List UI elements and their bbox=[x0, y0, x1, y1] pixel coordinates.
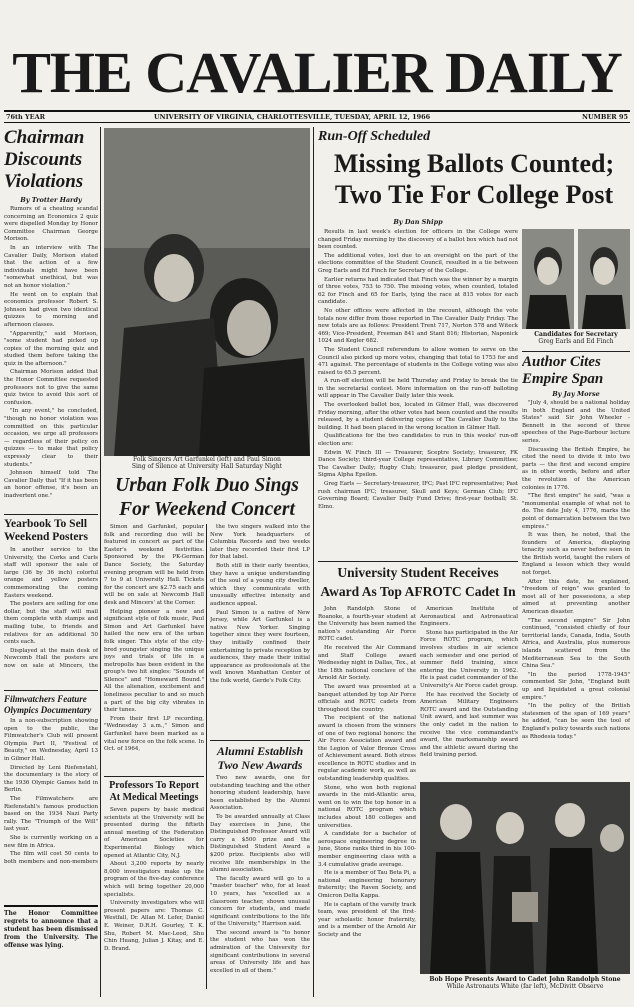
paragraph: John Randolph Stone of Roanoke, a fourth-year student at the University has been named the nation's outstanding Air Force ROTC cadet. bbox=[318, 606, 416, 643]
runoff-kicker: Run-Off Scheduled bbox=[318, 129, 431, 144]
paragraph: Displayed at the main desk of Newcomb Hall the posters are now on sale at Mincers, the bbox=[4, 647, 98, 669]
paragraph: Seven papers by basic medical scientists at the University will be presented during the fiftieth annual meeting of the Federation of American Societies for Experimental Biology which opened at Atlantic City, N.J. bbox=[104, 807, 204, 859]
column-rule bbox=[313, 127, 314, 997]
professors-body bbox=[104, 807, 204, 953]
yearbook-body bbox=[4, 547, 98, 669]
honor-text: The Honor Committee regrets to announce that a student has been dismissed from the University. The offense was lying. bbox=[4, 910, 98, 949]
divider bbox=[4, 690, 98, 691]
paragraph: "The first empire" he said, "was a "monumental example of what not to do. The date July 4, 1776, marks the point of demarcation between the two empires." bbox=[522, 493, 630, 530]
award-ceremony-image bbox=[420, 782, 630, 974]
paragraph: The Filmwatchers are Riefenstahl's famous production based on the 1934 Nazi Party rally. The "Triumph of the Will" last year. bbox=[4, 795, 98, 833]
author-byline: By Jay Morse bbox=[552, 390, 600, 398]
paragraph: To be awarded annually at Class Day exercises in June, the Distinguished Professor Award will carry a $500 prize and the Distinguished Student Award a $200 prize. Recipients also will receive life memberships in the alumni association. bbox=[210, 813, 310, 874]
film-body bbox=[4, 718, 98, 865]
award-caption-line2: While Astronauts White (far left), McDivitt Observe bbox=[446, 983, 604, 990]
candidates-caption bbox=[522, 331, 630, 348]
paragraph: A candidate for a bachelor of aerospace engineering degree in June, Stone ranks third in his 100-member engineering class with a 3.4 cumulative grade average. bbox=[318, 831, 416, 868]
paragraph: About 3,200 reports by nearly 8,000 investigators make up the program of the five-day conference which will bring together 20,000 specialists. bbox=[104, 861, 204, 898]
paragraph: The second award is "to honor the student who has won the admiration of the University for significant contributions in several areas of University life and has excelled in all of them." bbox=[210, 929, 310, 974]
chairman-body bbox=[4, 206, 98, 501]
honor-box bbox=[4, 905, 98, 995]
paragraph: The film will cost 50 cents to both members and non-members bbox=[4, 851, 98, 865]
chairman-headline: Chairman Discounts Violations bbox=[4, 127, 85, 192]
paragraph: Greg Earls — Secretary-treasurer, IFC; Past IFC representative; Past rush chairman IFC; treasurer, Skull and Keys; German Club; IFC Governing Board; Cavalier Daily Fund Drive; first-year football; St. Elmo. bbox=[318, 481, 518, 510]
paragraph: Paul Simon is a native of New Jersey, while Art Garfunkel is a native New Yorker. Singing together since they were fourteen, they initially confined their entertaining to private reception by audiences, they made their initial appearance as professionals at the well known Manhattan Center of the folk world, Gerde's Folk City. bbox=[210, 609, 310, 684]
paragraph: In an interview with The Cavalier Daily, Morison stated that the action of a few individuals might have been "somewhat unethical, but was not an honor violation." bbox=[4, 244, 98, 289]
paragraph: He has received the Society of American Military Engineers ROTC award and the Outstanding Unit award, and last summer was the only cadet in the nation to receive the vice commandant's award, the marksmanship award and the athletic award during the field training period. bbox=[420, 691, 518, 759]
paragraph: He is a member of Tau Beta Pi, a national engineering honorary fraternity; the Raven Society, and Omicron Delta Kappa. bbox=[318, 870, 416, 899]
paragraph: Edwin W. Finch III — Treasurer, Sceptre Society; treasurer, FK Dance Society; third-year College representative, Library Committee; The Cavalier Daily; Rugby Club; treasurer, past pledge president, Sigma Alpha Epsilon. bbox=[318, 449, 518, 479]
alumni-story bbox=[210, 740, 310, 996]
candidates-image bbox=[522, 229, 630, 329]
paragraph: She is currently working on a new film in Africa. bbox=[4, 834, 98, 849]
paragraph: It was then, he noted, that the founders of America, displaying tenacity such as never before seen in the British world, taught the rulers of England a lesson which they would not forget. bbox=[522, 532, 630, 577]
issue-number: NUMBER 95 bbox=[582, 113, 628, 121]
chairman-byline: By Trotter Hardy bbox=[20, 196, 82, 204]
author-body bbox=[522, 400, 630, 741]
dateline-text: UNIVERSITY OF VIRGINIA, CHARLOTTESVILLE, TUESDAY, APRIL 12, 1966 bbox=[154, 113, 431, 121]
award-caption-line1: Bob Hope Presents Award to Cadet John Randolph Stone bbox=[429, 976, 621, 983]
paragraph: Helping pioneer a new and significant style of folk music, Paul Simon and Art Garfunkel have hailed the new era of the urban folk singer. This style of the city-bred youngster singing the unique joys and trials of life in a metropolis has been evident in the group's two hit singles: "Sounds of Silence" and "Homeward Bound." All the alienation, excitement and loneliness peculiar to and so much a part of the big city vibrates in their tunes. bbox=[104, 608, 204, 714]
paragraph: Stone has participated in the Air Force ROTC program, which involves studies in air science each semester and one period of summer field training, since entering the University in 1962. He is past cadet commander of the University's Air Force cadet group. bbox=[420, 629, 518, 689]
paragraph: Results in last week's election for officers in the College were changed Friday morning by the discovery of a ballot box which had not been counted. bbox=[318, 229, 518, 251]
film-headline: Filmwatchers Feature Olympics Documentary bbox=[4, 694, 92, 715]
paragraph: The overlooked ballot box, located in Gilmer Hall, was discovered Friday morning, after the other votes had been counted and the results released, by a student delivering copies of The Cavalier Daily to the building. It had been placed in the wrong location in Gilmer Hall. bbox=[318, 402, 518, 431]
award-photo bbox=[420, 782, 630, 974]
divider bbox=[318, 561, 518, 562]
paragraph: A run-off election will be held Thursday and Friday to break the tie in the secretarial contest. More information on the run-off balloting will appear in The Cavalier Daily later this week. bbox=[318, 378, 518, 400]
film-story bbox=[4, 690, 98, 865]
paragraph: The recipient of the national award is chosen from the winners of one of two regional honors: the Air Force Association award and the Legion of Valor Bronze Cross of Achievement award. Both stress excellence in ROTC studies and in regular academic work, as well as outstanding leadership qualities. bbox=[318, 715, 416, 783]
yearbook-story bbox=[4, 514, 98, 669]
paragraph: Johnson himself told The Cavalier Daily that "If it has been an honor offense, it's been an inadvertent one." bbox=[4, 470, 98, 499]
paragraph: The faculty award will go to a "master teacher" who, for at least 10 years, has "excelled as a classroom teacher, shown unusual concern for students, and made significant contributions to the life of the University," Harrison said. bbox=[210, 875, 310, 928]
paragraph: The award was presented at a banquet attended by top Air Force officials and ROTC cadets from throughout the country. bbox=[318, 683, 416, 713]
paragraph: Discussing the British Empire, he cited the need to divide it into two parts — the first and second empire as in other words, before and after the revolution of the American colonies in 1776. bbox=[522, 446, 630, 491]
folk-caption-line2: Sing of Silence at University Hall Saturday Night bbox=[131, 463, 283, 470]
folk-col1 bbox=[104, 524, 204, 774]
masthead: THE CAVALIER DAILY bbox=[12, 40, 622, 105]
paragraph: Earlier returns had indicated that Finch was the winner by a margin of three votes, 753 to 750. The missing votes, when counted, totaled 62 for Finch and 65 for Earls, tying the race at 815 votes for each candidate. bbox=[318, 276, 518, 306]
paragraph: Directed by Leni Riefenstahl, the documentary is the story of the 1936 Olympic Games held in Berlin. bbox=[4, 764, 98, 794]
paragraph: In another service to the University, the Corks and Curls staff will sponsor the sale of large (36 by 36 inch) colorful orange and yellow posters commemorating the coming Easters weekend. bbox=[4, 547, 98, 599]
paragraph: In a non-subscription showing open to the public, the Filmwatcher's Club will present Olympia Part II, "Festival of Beauty," on Wednesday, April 13 in Gilmer Hall. bbox=[4, 718, 98, 762]
paragraph: Both still in their early twenties, they have a unique understanding of the soul of a young city dweller, which they communicate with unusually effective intensity and audience appeal. bbox=[210, 562, 310, 607]
divider bbox=[210, 740, 310, 741]
author-story bbox=[522, 351, 630, 771]
paragraph: From their first LP recording, "Wednesday 3 a.m.," Simon and Garfunkel have been marked as a vital new force on the folk scene. In Oct. of 1964, bbox=[104, 715, 204, 753]
paragraph: "In any event," he concluded, "though no honor violation was committed on this particular occasion, we urge all professors — regardless of their policy on quizzes — to make that policy expressly clear to their students." bbox=[4, 408, 98, 468]
paragraph: He received the Air Command and Staff College award Wednesday night in Dallas, Tex., at the 18th national conclave of the Arnold Air Society. bbox=[318, 644, 416, 682]
folk-caption bbox=[104, 456, 310, 474]
dateline-bar bbox=[4, 110, 630, 123]
paragraph: "July 4, should be a national holiday in both England and the United States" said Sir John Wheeler - Bennett in the second of three speeches of the Page-Barbour lecture series. bbox=[522, 400, 630, 444]
runoff-headline: Missing Ballots Counted; Two Tie For College Post bbox=[333, 149, 615, 209]
professors-story bbox=[104, 776, 204, 996]
paragraph: "Apparently," said Morison, "some student had picked up copies of the morning quiz and studied them before taking the quiz in the afternoon." bbox=[4, 330, 98, 367]
folk-col2 bbox=[210, 524, 310, 736]
folk-headline: Urban Folk Duo Sings For Weekend Concert bbox=[115, 475, 299, 520]
paragraph: University investigators who will present papers are: Thomas C. Westfall, Dr. Allan M. Lefer, Daniel E. Weiner, D.R.H. Gourley, T. K. Shu, Robert M. Mac-Leod, Shu Chin Huang, Julian J. Kitay, and E. D. Brand. bbox=[104, 900, 204, 952]
paragraph: Stone, who won both regional awards in the mid-Atlantic area, went on to win the top honor in a national ROTC program which includes about 180 colleges and universities. bbox=[318, 784, 416, 829]
paragraph: Qualifications for the two candidates to run in this weeks' run-off election are: bbox=[318, 433, 518, 448]
divider bbox=[4, 514, 98, 515]
folk-singers-image bbox=[104, 128, 310, 456]
folk-caption-line1: Folk Singers Art Garfunkel (left) and Paul Simon bbox=[133, 456, 281, 463]
folk-photo bbox=[104, 128, 310, 456]
runoff-body bbox=[318, 229, 518, 561]
paragraph: The Student Council referendum to allow women to serve on the Council also picked up more votes, changing that total to 1753 for and 471 against. The percentage of students in the College voting was also raised to 65.5 percent. bbox=[318, 346, 518, 376]
candidates-photos bbox=[522, 229, 630, 329]
paragraph: American Institute of Aeronautical and Astronautical Engineers. bbox=[420, 606, 518, 628]
divider bbox=[522, 351, 630, 352]
paragraph: Two new awards, one for outstanding teaching and the other honoring student leadership, have been established by the Alumni Association. bbox=[210, 775, 310, 812]
column-rule bbox=[100, 127, 101, 997]
runoff-byline: By Dan Shipp bbox=[393, 218, 443, 226]
paragraph: Chairman Morison added that the Honor Committee requested professors not to give the same quiz twice to avoid this sort of confusion. bbox=[4, 369, 98, 406]
column-rule bbox=[206, 524, 207, 989]
paragraph: "In the period 1778-1945" commented Sir John, "England built up and liquidated a great colonial empire." bbox=[522, 671, 630, 701]
candidates-caption-line1: Candidates for Secretary bbox=[534, 331, 618, 338]
year-label: 76th YEAR bbox=[6, 113, 46, 121]
alumni-headline: Alumni Establish Two New Awards bbox=[216, 744, 304, 772]
afrotc-col2 bbox=[420, 606, 518, 780]
professors-headline: Professors To Report At Medical Meetings bbox=[109, 780, 199, 803]
paragraph: No other offices were affected in the recount, although the vote totals now differ from those reported in The Cavalier Daily Friday. The new totals are as follows: President Trent 717, Norton 578 and Witeck 469; Vice-President, Freeman 841 and Stant 816; Historian, Naponick 1024 and Kegler 682. bbox=[318, 307, 518, 345]
paragraph: He is captain of the varsity track team, was president of the first-year scholastic honor fraternity, and is a member of the Arnold Air Society and the bbox=[318, 901, 416, 938]
author-headline: Author Cites Empire Span bbox=[522, 354, 604, 387]
paragraph: "In the policy of the British statesmen of the span of 169 years" he added, "can be seen the tool of England's policy towards such nations as Rhodesia today." bbox=[522, 703, 630, 740]
afrotc-col1 bbox=[318, 606, 416, 996]
yearbook-headline: Yearbook To Sell Weekend Posters bbox=[4, 518, 89, 543]
paragraph: The posters are selling for one dollar, but the staff will mail them complete with stamps and mailing tube, to friends and relatives for an additional 50 cents each. bbox=[4, 601, 98, 646]
paragraph: the two singers walked into the New York headquarters of Columbia Records and two weeks later they recorded their first LP for that label. bbox=[210, 524, 310, 561]
divider bbox=[104, 776, 204, 777]
paragraph: The additional votes, lost due to an oversight on the part of the elections committee of the Student Council, resulted in a tie between Greg Earls and Ed Finch for Secretary of the College. bbox=[318, 252, 518, 274]
alumni-body bbox=[210, 775, 310, 975]
paragraph: He went on to explain that economics professor Robert S. Johnson had given two identical quizzes to morning and afternoon classes. bbox=[4, 291, 98, 328]
candidates-caption-line2: Greg Earls and Ed Finch bbox=[538, 338, 614, 345]
paragraph: Simon and Garfunkel, popular folk and recording duo will be featured in concert as part of the Easter's weekend festivities. Sponsored by the PK-German Dance Society, the Saturday evening program will be held from 7 to 9 at University Hall. Tickets for the concert are $2.75 each and will be on sale at Newcomb Hall desk and Mincers' at the Corner. bbox=[104, 524, 204, 606]
paragraph: "The second empire" Sir John continued, "consisted chiefly of four territorial lands, Canada, India, South Africa, and Australia, plus numerous islands scattered from the Mediterranean Sea to the South China Sea." bbox=[522, 617, 630, 670]
paragraph: After this date, he explained, "freedom of reign" was granted to most all of her possessions, a step aimed at preventing another American disaster. bbox=[522, 578, 630, 616]
award-caption bbox=[420, 976, 630, 996]
afrotc-headline: University Student Receives Award As Top AFROTC Cadet In bbox=[320, 565, 516, 599]
paragraph: Rumors of a cheating scandal concerning an Economics 2 quiz were dispelled Monday by Honor Committee Chairman George Morison. bbox=[4, 206, 98, 243]
